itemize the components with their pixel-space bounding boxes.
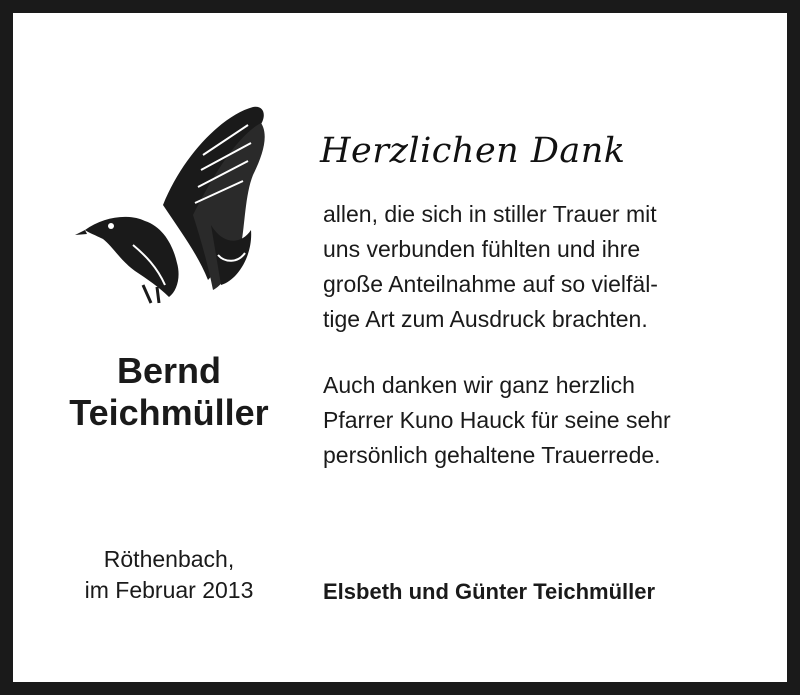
text-line: persönlich gehaltene Trauerrede. [323,442,661,468]
text-line: uns verbunden fühlten und ihre [323,236,641,262]
deceased-name [33,350,305,434]
signature: Elsbeth und Günter Teichmüller [323,579,656,604]
text-line: tige Art zum Ausdruck brachten. [323,306,648,332]
heading-title: Herzlichen Dank [320,131,626,171]
last-name: Teichmüller [69,392,269,433]
text-line: allen, die sich in stiller Trauer mit [323,201,657,227]
text-line: große Anteilnahme auf so vielfäl- [323,271,658,297]
place: Röthenbach, [103,546,235,572]
thanks-paragraph [323,197,763,337]
praying-hands-icon [73,95,273,305]
date: im Februar 2013 [84,577,254,603]
place-date [33,544,305,606]
pastor-thanks-paragraph [323,368,763,473]
text-line: Auch danken wir ganz herzlich [323,372,635,398]
first-name: Bernd [116,350,221,391]
text-line: Pfarrer Kuno Hauck für seine sehr [323,407,671,433]
